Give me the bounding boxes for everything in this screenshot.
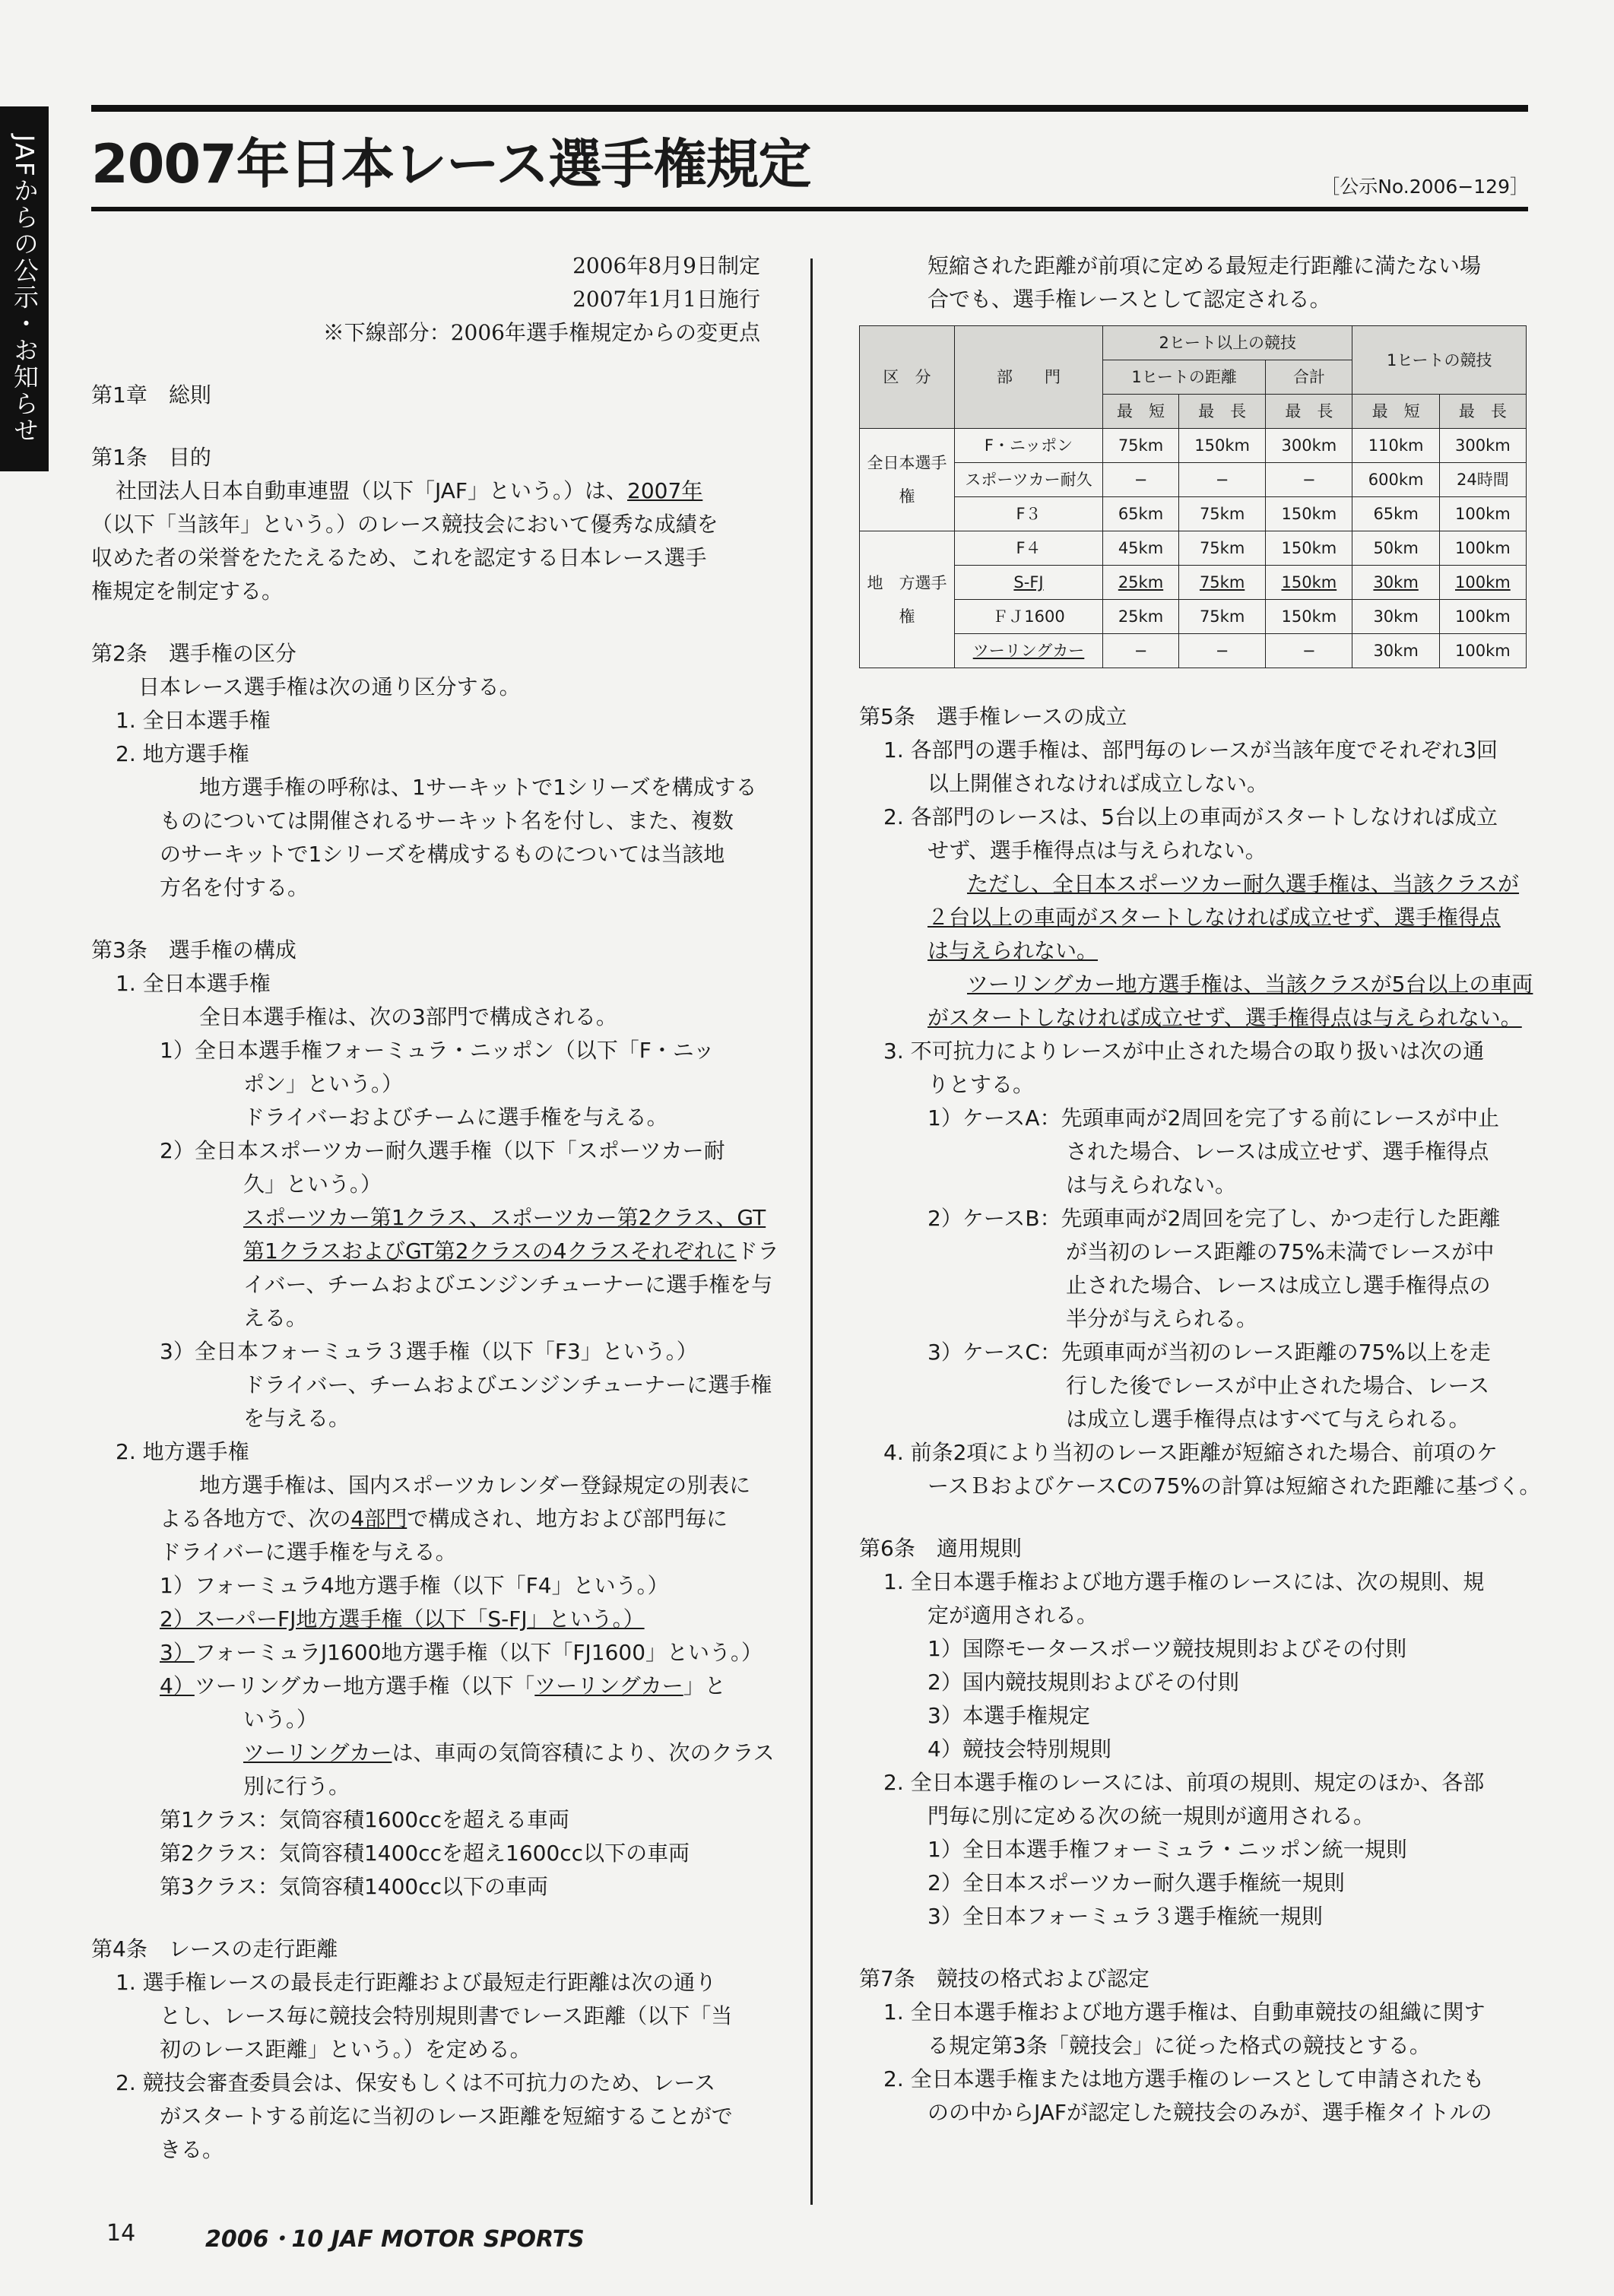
table-cell: 150km <box>1266 531 1352 566</box>
article-7-title: 第7条 競技の格式および認定 <box>859 1966 1149 1991</box>
table-header: 2ヒート以上の競技 <box>1103 326 1352 360</box>
case-text: 止された場合、レースは成立し選手権得点の <box>1066 1273 1491 1298</box>
article-3-text: ツーリングカーは、車両の気筒容積により、次のクラス <box>243 1740 775 1765</box>
table-cell: S-FJ <box>955 566 1103 600</box>
article-5-title: 第5条 選手権レースの成立 <box>859 704 1127 729</box>
table-cell: 150km <box>1266 566 1352 600</box>
article-6-subitem: 1）国際モータースポーツ競技規則およびその付則 <box>927 1636 1407 1661</box>
article-5-text: りとする。 <box>927 1072 1035 1097</box>
article-3-subitem: 2）スーパーFJ地方選手権（以下「S-FJ」という。） <box>160 1606 645 1632</box>
article-6-text: 1. 全日本選手権および地方選手権のレースには、次の規則、規 <box>883 1569 1485 1594</box>
article-6-subitem: 2）国内競技規則およびその付則 <box>927 1670 1239 1695</box>
table-cell: 100km <box>1439 634 1526 668</box>
table-cell: 100km <box>1439 600 1526 634</box>
article-2-text: 地方選手権の呼称は、1サーキットで1シリーズを構成する <box>199 775 757 800</box>
table-cell: 150km <box>1266 497 1352 531</box>
article-5-text: ただし、全日本スポーツカー耐久選手権は、当該クラスが <box>967 871 1520 896</box>
notice-number: ［公示No.2006−129］ <box>1321 176 1529 198</box>
table-row <box>860 566 1527 600</box>
article-3-text: イバー、チームおよびエンジンチューナーに選手権を与 <box>243 1272 773 1297</box>
table-row <box>860 600 1527 634</box>
table-cell: − <box>1103 463 1179 497</box>
left-column <box>91 249 779 2167</box>
section-side-tab: JAFからの公示・お知らせ <box>0 106 49 471</box>
table-header: 部 門 <box>955 326 1103 429</box>
article-5-text: 以上開催されなければ成立しない。 <box>927 771 1269 796</box>
header-rule-top <box>91 105 1528 112</box>
table-cell: 150km <box>1178 429 1265 463</box>
article-2-text: ものについては開催されるサーキット名を付し、また、複数 <box>160 808 734 833</box>
article-3-text: 全日本選手権は、次の3部門で構成される。 <box>199 1004 617 1029</box>
table-header: 最 長 <box>1266 395 1352 429</box>
article-7-text: のの中からJAFが認定した競技会のみが、選手権タイトルの <box>927 2100 1492 2125</box>
article-3-text: ドライバーに選手権を与える。 <box>160 1540 457 1565</box>
article-4-text: がスタートする前迄に当初のレース距離を短縮することがで <box>160 2104 733 2129</box>
table-cell: 75km <box>1178 600 1265 634</box>
case-text: された場合、レースは成立せず、選手権得点 <box>1066 1139 1489 1164</box>
article-4-title: 第4条 レースの走行距離 <box>91 1936 338 1961</box>
article-3-subitem: 3）全日本フォーミュラ３選手権（以下「F3」という。） <box>160 1339 698 1364</box>
case-text: は成立し選手権得点はすべて与えられる。 <box>1066 1406 1470 1432</box>
table-cell: 300km <box>1439 429 1526 463</box>
table-cell: 75km <box>1103 429 1179 463</box>
magazine-name: 2006・10 JAF MOTOR SPORTS <box>205 2226 585 2253</box>
article-2-title: 第2条 選手権の区分 <box>91 641 296 666</box>
article-2-item: 2. 地方選手権 <box>116 741 249 766</box>
article-5-text: 2. 各部門のレースは、5台以上の車両がスタートしなければ成立 <box>883 804 1498 829</box>
table-cell: − <box>1266 463 1352 497</box>
article-3-text: 第1クラスおよびGT第2クラスの4クラスそれぞれにドラ <box>243 1238 779 1264</box>
article-3-subitem: 4）ツーリングカー地方選手権（以下「ツーリングカー」と <box>160 1673 726 1698</box>
table-cell: 30km <box>1352 600 1439 634</box>
article-5-text: ２台以上の車両がスタートしなければ成立せず、選手権得点 <box>927 905 1501 930</box>
article-4-text: 初のレース距離」という。）を定める。 <box>160 2037 531 2062</box>
article-3-subitem: 1）フォーミュラ4地方選手権（以下「F4」という。） <box>160 1573 669 1598</box>
article-1-title: 第1条 目的 <box>91 445 211 470</box>
article-6-subitem: 1）全日本選手権フォーミュラ・ニッポン統一規則 <box>927 1837 1407 1862</box>
article-4-text: 短縮された距離が前項に定める最短走行距離に満たない場 <box>927 253 1482 278</box>
case-text: 半分が与えられる。 <box>1066 1306 1258 1331</box>
table-cell: ＦＪ1600 <box>955 600 1103 634</box>
table-header: 区 分 <box>860 326 955 429</box>
article-5-text: ツーリングカー地方選手権は、当該クラスが5台以上の車両 <box>967 972 1533 997</box>
article-5-text: 4. 前条2項により当初のレース距離が短縮された場合、前項のケ <box>883 1440 1498 1465</box>
article-5-text: せず、選手権得点は与えられない。 <box>927 838 1267 863</box>
article-3-text: える。 <box>243 1305 308 1330</box>
article-3-title: 第3条 選手権の構成 <box>91 937 296 962</box>
right-column <box>859 249 1541 2130</box>
table-cell: 100km <box>1439 531 1526 566</box>
table-cell: 75km <box>1178 497 1265 531</box>
article-3-text: を与える。 <box>243 1406 350 1431</box>
article-3-text: いう。） <box>243 1707 319 1732</box>
article-4-text: とし、レース毎に競技会特別規則書でレース距離（以下「当 <box>160 2003 733 2028</box>
article-3-subitem: 1）全日本選手権フォーミュラ・ニッポン（以下「F・ニッ <box>160 1038 715 1063</box>
article-3-text: スポーツカー第1クラス、スポーツカー第2クラス、GT <box>243 1205 766 1230</box>
article-5-text: 3. 不可抗力によりレースが中止された場合の取り扱いは次の通 <box>883 1039 1485 1064</box>
table-cell: 600km <box>1352 463 1439 497</box>
article-2-text: 方名を付する。 <box>160 875 309 900</box>
article-5-text: がスタートしなければ成立せず、選手権得点は与えられない。 <box>927 1005 1522 1030</box>
page-number: 14 <box>106 2220 136 2247</box>
article-2-intro: 日本レース選手権は次の通り区分する。 <box>138 674 521 699</box>
table-row <box>860 463 1527 497</box>
table-header: 最 長 <box>1439 395 1526 429</box>
article-5-text: ースＢおよびケースCの75%の計算は短縮された距離に基づく。 <box>927 1473 1541 1498</box>
class-line: 第1クラス：気筒容積1600ccを超える車両 <box>160 1807 570 1832</box>
table-cell: 30km <box>1352 566 1439 600</box>
article-6-subitem: 3）全日本フォーミュラ３選手権統一規則 <box>927 1904 1323 1929</box>
table-cell: − <box>1266 634 1352 668</box>
article-6-text: 定が適用される。 <box>927 1603 1099 1628</box>
table-cell: 25km <box>1103 566 1179 600</box>
table-cell: 65km <box>1103 497 1179 531</box>
article-4-text: 合でも、選手権レースとして認定される。 <box>927 287 1331 312</box>
case-text: 1）ケースA：先頭車両が2周回を完了する前にレースが中止 <box>927 1105 1499 1131</box>
table-cell: 110km <box>1352 429 1439 463</box>
article-3-text: ドライバーおよびチームに選手権を与える。 <box>243 1105 668 1130</box>
article-1-text: 収めた者の栄誉をたたえるため、これを認定する日本レース選手 <box>91 545 707 570</box>
article-2-item: 1. 全日本選手権 <box>116 708 271 733</box>
article-5-text: 1. 各部門の選手権は、部門毎のレースが当該年度でそれぞれ3回 <box>883 737 1498 763</box>
article-6-text: 2. 全日本選手権のレースには、前項の規則、規定のほか、各部 <box>883 1770 1485 1795</box>
table-cell: 30km <box>1352 634 1439 668</box>
table-cell: 300km <box>1266 429 1352 463</box>
underline-note: ※下線部分：2006年選手権規定からの変更点 <box>322 320 760 345</box>
table-cell: F３ <box>955 497 1103 531</box>
date-enacted: 2006年8月9日制定 <box>572 253 760 278</box>
case-text: 2）ケースB：先頭車両が2周回を完了し、かつ走行した距離 <box>927 1206 1501 1231</box>
article-1-text: 権規定を制定する。 <box>91 579 284 604</box>
table-group: 地 方選手権 <box>860 531 955 668</box>
table-header: 最 短 <box>1103 395 1179 429</box>
article-7-text: 1. 全日本選手権および地方選手権は、自動車競技の組織に関す <box>883 1999 1486 2025</box>
table-cell: 100km <box>1439 566 1526 600</box>
article-7-text: る規定第3条「競技会」に従った格式の競技とする。 <box>927 2033 1431 2058</box>
race-distance-table <box>859 325 1527 668</box>
article-1-text: （以下「当該年」という。）のレース競技会において優秀な成績を <box>91 512 718 537</box>
case-text: 3）ケースC：先頭車両が当初のレース距離の75%以上を走 <box>927 1340 1491 1365</box>
table-cell: 24時間 <box>1439 463 1526 497</box>
article-3-subitem: 2）全日本スポーツカー耐久選手権（以下「スポーツカー耐 <box>160 1138 725 1163</box>
table-group: 全日本選手権 <box>860 429 955 531</box>
table-header: 最 長 <box>1178 395 1265 429</box>
article-6-subitem: 3）本選手権規定 <box>927 1703 1090 1728</box>
article-1-text: 社団法人日本自動車連盟（以下「JAF」という。）は、2007年 <box>116 478 703 503</box>
article-3-text: ドライバー、チームおよびエンジンチューナーに選手権 <box>243 1372 772 1397</box>
article-3-text: よる各地方で、次の4部門で構成され、地方および部門毎に <box>160 1506 728 1531</box>
article-6-subitem: 4）競技会特別規則 <box>927 1736 1111 1762</box>
article-3-subitem: 3）フォーミュラJ1600地方選手権（以下「FJ1600」という。） <box>160 1640 763 1665</box>
class-line: 第3クラス：気筒容積1400cc以下の車両 <box>160 1874 549 1899</box>
case-text: が当初のレース距離の75%未満でレースが中 <box>1066 1239 1495 1264</box>
article-6-title: 第6条 適用規則 <box>859 1536 1022 1561</box>
article-4-text: きる。 <box>160 2137 224 2162</box>
article-3-text: 久」という。） <box>243 1172 382 1197</box>
table-cell: 75km <box>1178 566 1265 600</box>
article-5-text: は与えられない。 <box>927 938 1099 963</box>
article-3-item: 2. 地方選手権 <box>116 1439 249 1464</box>
table-header: 1ヒートの距離 <box>1103 360 1266 395</box>
case-text: 行した後でレースが中止された場合、レース <box>1066 1373 1490 1398</box>
table-cell: F・ニッポン <box>955 429 1103 463</box>
table-row <box>860 634 1527 668</box>
article-6-text: 門毎に別に定める次の統一規則が適用される。 <box>927 1803 1375 1828</box>
article-4-text: 2. 競技会審査委員会は、保安もしくは不可抗力のため、レース <box>116 2070 716 2095</box>
table-row <box>860 429 1527 463</box>
table-row <box>860 531 1527 566</box>
article-4-text: 1. 選手権レースの最長走行距離および最短走行距離は次の通り <box>116 1970 717 1995</box>
page-title: 2007年日本レース選手権規定 <box>91 133 811 195</box>
article-6-subitem: 2）全日本スポーツカー耐久選手権統一規則 <box>927 1870 1345 1895</box>
table-header: 最 短 <box>1352 395 1439 429</box>
article-3-item: 1. 全日本選手権 <box>116 971 271 996</box>
table-cell: F４ <box>955 531 1103 566</box>
table-cell: 75km <box>1178 531 1265 566</box>
table-cell: ツーリングカー <box>955 634 1103 668</box>
table-cell: 150km <box>1266 600 1352 634</box>
article-2-text: のサーキットで1シリーズを構成するものについては当該地 <box>160 842 725 867</box>
article-3-text: 地方選手権は、国内スポーツカレンダー登録規定の別表に <box>199 1473 751 1498</box>
article-3-text: ポン」という。） <box>243 1071 404 1096</box>
table-cell: 100km <box>1439 497 1526 531</box>
case-text: は与えられない。 <box>1066 1172 1237 1197</box>
table-cell: − <box>1178 463 1265 497</box>
table-cell: 65km <box>1352 497 1439 531</box>
table-row <box>860 497 1527 531</box>
table-header: 1ヒートの競技 <box>1352 326 1527 395</box>
table-cell: スポーツカー耐久 <box>955 463 1103 497</box>
table-cell: 45km <box>1103 531 1179 566</box>
column-divider <box>810 258 813 2205</box>
table-cell: 50km <box>1352 531 1439 566</box>
class-line: 第2クラス：気筒容積1400ccを超え1600cc以下の車両 <box>160 1841 690 1866</box>
table-cell: − <box>1103 634 1179 668</box>
date-effective: 2007年1月1日施行 <box>572 287 760 312</box>
article-3-text: 別に行う。 <box>243 1774 350 1799</box>
table-cell: − <box>1178 634 1265 668</box>
table-cell: 25km <box>1103 600 1179 634</box>
header-rule-bottom <box>91 207 1528 211</box>
table-header: 合計 <box>1266 360 1352 395</box>
article-7-text: 2. 全日本選手権または地方選手権のレースとして申請されたも <box>883 2066 1485 2091</box>
chapter-heading: 第1章 総則 <box>91 382 211 408</box>
